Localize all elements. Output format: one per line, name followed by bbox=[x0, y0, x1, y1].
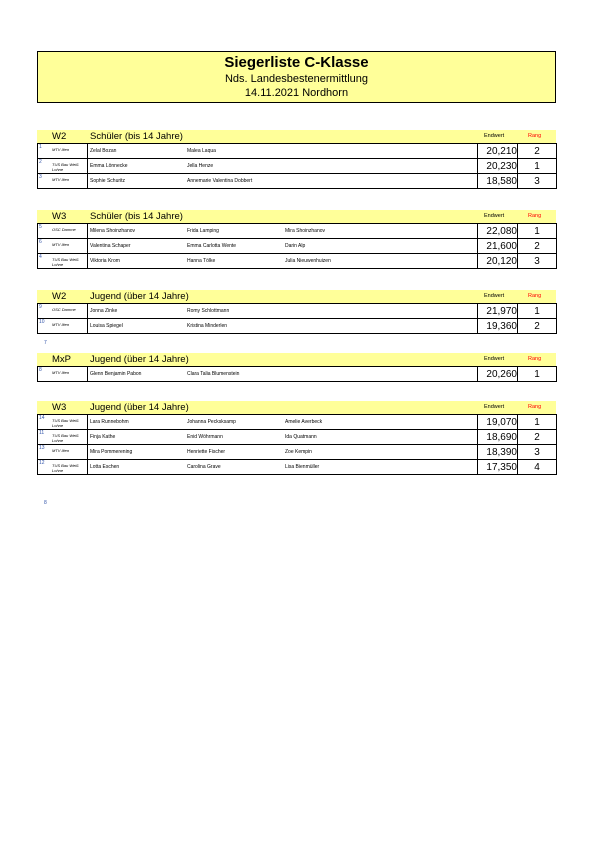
club-name: MTV Ilten bbox=[52, 177, 70, 182]
age-group: Jugend (über 14 Jahre) bbox=[90, 354, 189, 365]
event-date-place: 14.11.2021 Nordhorn bbox=[244, 87, 349, 99]
athlete-name: Emma Lönnecke bbox=[90, 163, 128, 169]
athlete-name: Mira Shoinzhanov bbox=[285, 228, 326, 234]
club-cell bbox=[38, 254, 88, 269]
column-header-rang: Rang bbox=[528, 213, 542, 219]
club-cell bbox=[38, 144, 88, 159]
club-name: TUS Bau Weiß Lohne bbox=[52, 433, 79, 443]
table-row bbox=[38, 224, 557, 239]
club-cell bbox=[38, 430, 88, 445]
table-row bbox=[38, 460, 557, 475]
section-header bbox=[37, 210, 556, 223]
start-number: 8 bbox=[39, 367, 42, 373]
athlete-name: Johanna Pecksksamp bbox=[187, 419, 236, 425]
category-class: W3 bbox=[52, 211, 67, 222]
club-cell bbox=[38, 319, 88, 334]
final-score: 18,580 bbox=[478, 174, 518, 189]
final-score: 19,070 bbox=[478, 415, 518, 430]
club-name: TUS Bau Weiß Lohne bbox=[52, 418, 79, 428]
start-number: 12 bbox=[39, 460, 45, 466]
athlete-names bbox=[88, 239, 478, 254]
start-number: 10 bbox=[39, 319, 45, 325]
rank-value: 1 bbox=[518, 304, 557, 319]
club-name: MTV Ilten bbox=[52, 322, 70, 327]
final-score: 22,080 bbox=[478, 224, 518, 239]
club-cell bbox=[38, 367, 88, 382]
athlete-name: Milena Shoinzhanov bbox=[90, 228, 136, 234]
rank-value: 1 bbox=[518, 367, 557, 382]
final-score: 20,210 bbox=[478, 144, 518, 159]
athlete-names bbox=[88, 174, 478, 189]
result-section bbox=[37, 401, 556, 475]
category-class: W2 bbox=[52, 131, 67, 142]
athlete-name: Glenn Benjamin Pabon bbox=[90, 371, 142, 377]
final-score: 20,230 bbox=[478, 159, 518, 174]
athlete-name: Romy Schlottmann bbox=[187, 308, 230, 314]
section-header bbox=[37, 130, 556, 143]
club-name: TUS Bau Weiß Lohne bbox=[52, 257, 79, 267]
age-group: Jugend (über 14 Jahre) bbox=[90, 291, 189, 302]
results-table bbox=[37, 303, 557, 334]
athlete-name: Annemarie Valentina Dobbert bbox=[187, 178, 253, 184]
final-score: 20,260 bbox=[478, 367, 518, 382]
column-header-rang: Rang bbox=[528, 356, 542, 362]
athlete-names bbox=[88, 430, 478, 445]
page-title: Siegerliste C-Klasse bbox=[224, 54, 369, 71]
athlete-name: Enid Wöhrmann bbox=[187, 434, 223, 440]
final-score: 21,970 bbox=[478, 304, 518, 319]
club-cell bbox=[38, 415, 88, 430]
club-name: MTV Ilten bbox=[52, 147, 70, 152]
start-number: 5 bbox=[39, 224, 42, 230]
age-group: Jugend (über 14 Jahre) bbox=[90, 402, 189, 413]
final-score: 17,350 bbox=[478, 460, 518, 475]
athlete-name: Lisa Bienmüller bbox=[285, 464, 320, 470]
final-score: 20,120 bbox=[478, 254, 518, 269]
column-header-endwert: Endwert bbox=[484, 293, 505, 299]
final-score: 18,690 bbox=[478, 430, 518, 445]
athlete-name: Valentina Schaper bbox=[90, 243, 131, 249]
column-header-endwert: Endwert bbox=[484, 356, 505, 362]
athlete-names bbox=[88, 144, 478, 159]
table-row bbox=[38, 415, 557, 430]
club-cell bbox=[38, 174, 88, 189]
club-cell bbox=[38, 239, 88, 254]
club-name: TUS Bau Weiß Lohne bbox=[52, 463, 79, 473]
result-section bbox=[37, 290, 556, 334]
table-row bbox=[38, 430, 557, 445]
category-class: MxP bbox=[52, 354, 71, 365]
club-name: TUS Bau Weiß Lohne bbox=[52, 162, 79, 172]
result-section bbox=[37, 353, 556, 382]
club-name: OSC Damme bbox=[52, 227, 76, 232]
club-cell bbox=[38, 159, 88, 174]
start-number: 11 bbox=[39, 430, 45, 436]
category-class: W3 bbox=[52, 402, 67, 413]
results-table bbox=[37, 414, 557, 475]
table-row bbox=[38, 304, 557, 319]
table-row bbox=[38, 174, 557, 189]
athlete-name: Darin Alp bbox=[285, 243, 306, 249]
rank-value: 2 bbox=[518, 319, 557, 334]
athlete-name: Zoe Kempin bbox=[285, 449, 312, 455]
athlete-name: Ida Quatmann bbox=[285, 434, 317, 440]
rank-value: 3 bbox=[518, 445, 557, 460]
column-header-endwert: Endwert bbox=[484, 404, 505, 410]
rank-value: 2 bbox=[518, 239, 557, 254]
rank-value: 4 bbox=[518, 460, 557, 475]
event-name: Nds. Landesbestenermittlung bbox=[224, 73, 369, 85]
start-number: 1 bbox=[39, 144, 42, 150]
section-header bbox=[37, 353, 556, 366]
column-header-endwert: Endwert bbox=[484, 133, 505, 139]
title-box bbox=[37, 51, 556, 103]
athlete-name: Mira Pommerening bbox=[90, 449, 133, 455]
rank-value: 1 bbox=[518, 415, 557, 430]
start-number: 6 bbox=[39, 239, 42, 245]
athlete-name: Viktoria Krom bbox=[90, 258, 120, 264]
table-row bbox=[38, 144, 557, 159]
rank-value: 1 bbox=[518, 159, 557, 174]
club-name: MTV Ilten bbox=[52, 242, 70, 247]
rank-value: 1 bbox=[518, 224, 557, 239]
athlete-name: Clara Talia Blumenstein bbox=[187, 371, 240, 377]
table-row bbox=[38, 367, 557, 382]
club-cell bbox=[38, 304, 88, 319]
athlete-names bbox=[88, 159, 478, 174]
final-score: 18,390 bbox=[478, 445, 518, 460]
final-score: 21,600 bbox=[478, 239, 518, 254]
start-number: 2 bbox=[39, 159, 42, 165]
stray-mark: 8 bbox=[44, 500, 47, 506]
athlete-names bbox=[88, 445, 478, 460]
result-section bbox=[37, 130, 556, 189]
athlete-name: Jella Henze bbox=[187, 163, 214, 169]
column-header-rang: Rang bbox=[528, 404, 542, 410]
athlete-name: Kristina Minderlen bbox=[187, 323, 228, 329]
club-cell bbox=[38, 224, 88, 239]
age-group: Schüler (bis 14 Jahre) bbox=[90, 131, 183, 142]
column-header-endwert: Endwert bbox=[484, 213, 505, 219]
athlete-name: Louisa Spiegel bbox=[90, 323, 123, 329]
category-class: W2 bbox=[52, 291, 67, 302]
athlete-name: Frida Lamping bbox=[187, 228, 219, 234]
table-row bbox=[38, 319, 557, 334]
start-number: 14 bbox=[39, 415, 45, 421]
table-row bbox=[38, 159, 557, 174]
athlete-names bbox=[88, 304, 478, 319]
athlete-name: Malea Laqua bbox=[187, 148, 216, 154]
club-name: MTV Ilten bbox=[52, 370, 70, 375]
club-name: OSC Damme bbox=[52, 307, 76, 312]
athlete-names bbox=[88, 460, 478, 475]
club-name: MTV Ilten bbox=[52, 448, 70, 453]
final-score: 19,360 bbox=[478, 319, 518, 334]
table-row bbox=[38, 254, 557, 269]
result-section bbox=[37, 210, 556, 269]
athlete-name: Amelie Averbeck bbox=[285, 419, 323, 425]
athlete-name: Finja Kathe bbox=[90, 434, 116, 440]
athlete-names bbox=[88, 415, 478, 430]
start-number: 9 bbox=[39, 304, 42, 310]
start-number: 4 bbox=[39, 254, 42, 260]
athlete-names bbox=[88, 224, 478, 239]
results-table bbox=[37, 223, 557, 269]
club-cell bbox=[38, 445, 88, 460]
section-header bbox=[37, 401, 556, 414]
table-row bbox=[38, 445, 557, 460]
start-number: 13 bbox=[39, 445, 45, 451]
rank-value: 2 bbox=[518, 430, 557, 445]
athlete-name: Julia Nieuwenhuizen bbox=[285, 258, 331, 264]
athlete-name: Carolina Grave bbox=[187, 464, 221, 470]
stray-mark: 7 bbox=[44, 340, 47, 346]
results-table bbox=[37, 366, 557, 382]
rank-value: 3 bbox=[518, 174, 557, 189]
rank-value: 3 bbox=[518, 254, 557, 269]
section-header bbox=[37, 290, 556, 303]
athlete-name: Henriette Fischer bbox=[187, 449, 226, 455]
start-number: 3 bbox=[39, 174, 42, 180]
club-cell bbox=[38, 460, 88, 475]
athlete-name: Lara Runnebohm bbox=[90, 419, 129, 425]
column-header-rang: Rang bbox=[528, 293, 542, 299]
table-row bbox=[38, 239, 557, 254]
athlete-names bbox=[88, 254, 478, 269]
athlete-names bbox=[88, 367, 478, 382]
athlete-name: Lotta Eschen bbox=[90, 464, 120, 470]
age-group: Schüler (bis 14 Jahre) bbox=[90, 211, 183, 222]
athlete-name: Sophie Schuritz bbox=[90, 178, 126, 184]
athlete-name: Emma Carlotta Wente bbox=[187, 243, 237, 249]
rank-value: 2 bbox=[518, 144, 557, 159]
athlete-names bbox=[88, 319, 478, 334]
athlete-name: Jonna Zinke bbox=[90, 308, 118, 314]
results-table bbox=[37, 143, 557, 189]
column-header-rang: Rang bbox=[528, 133, 542, 139]
athlete-name: Zelal Bozan bbox=[90, 148, 117, 154]
athlete-name: Hanna Tölke bbox=[187, 258, 216, 264]
